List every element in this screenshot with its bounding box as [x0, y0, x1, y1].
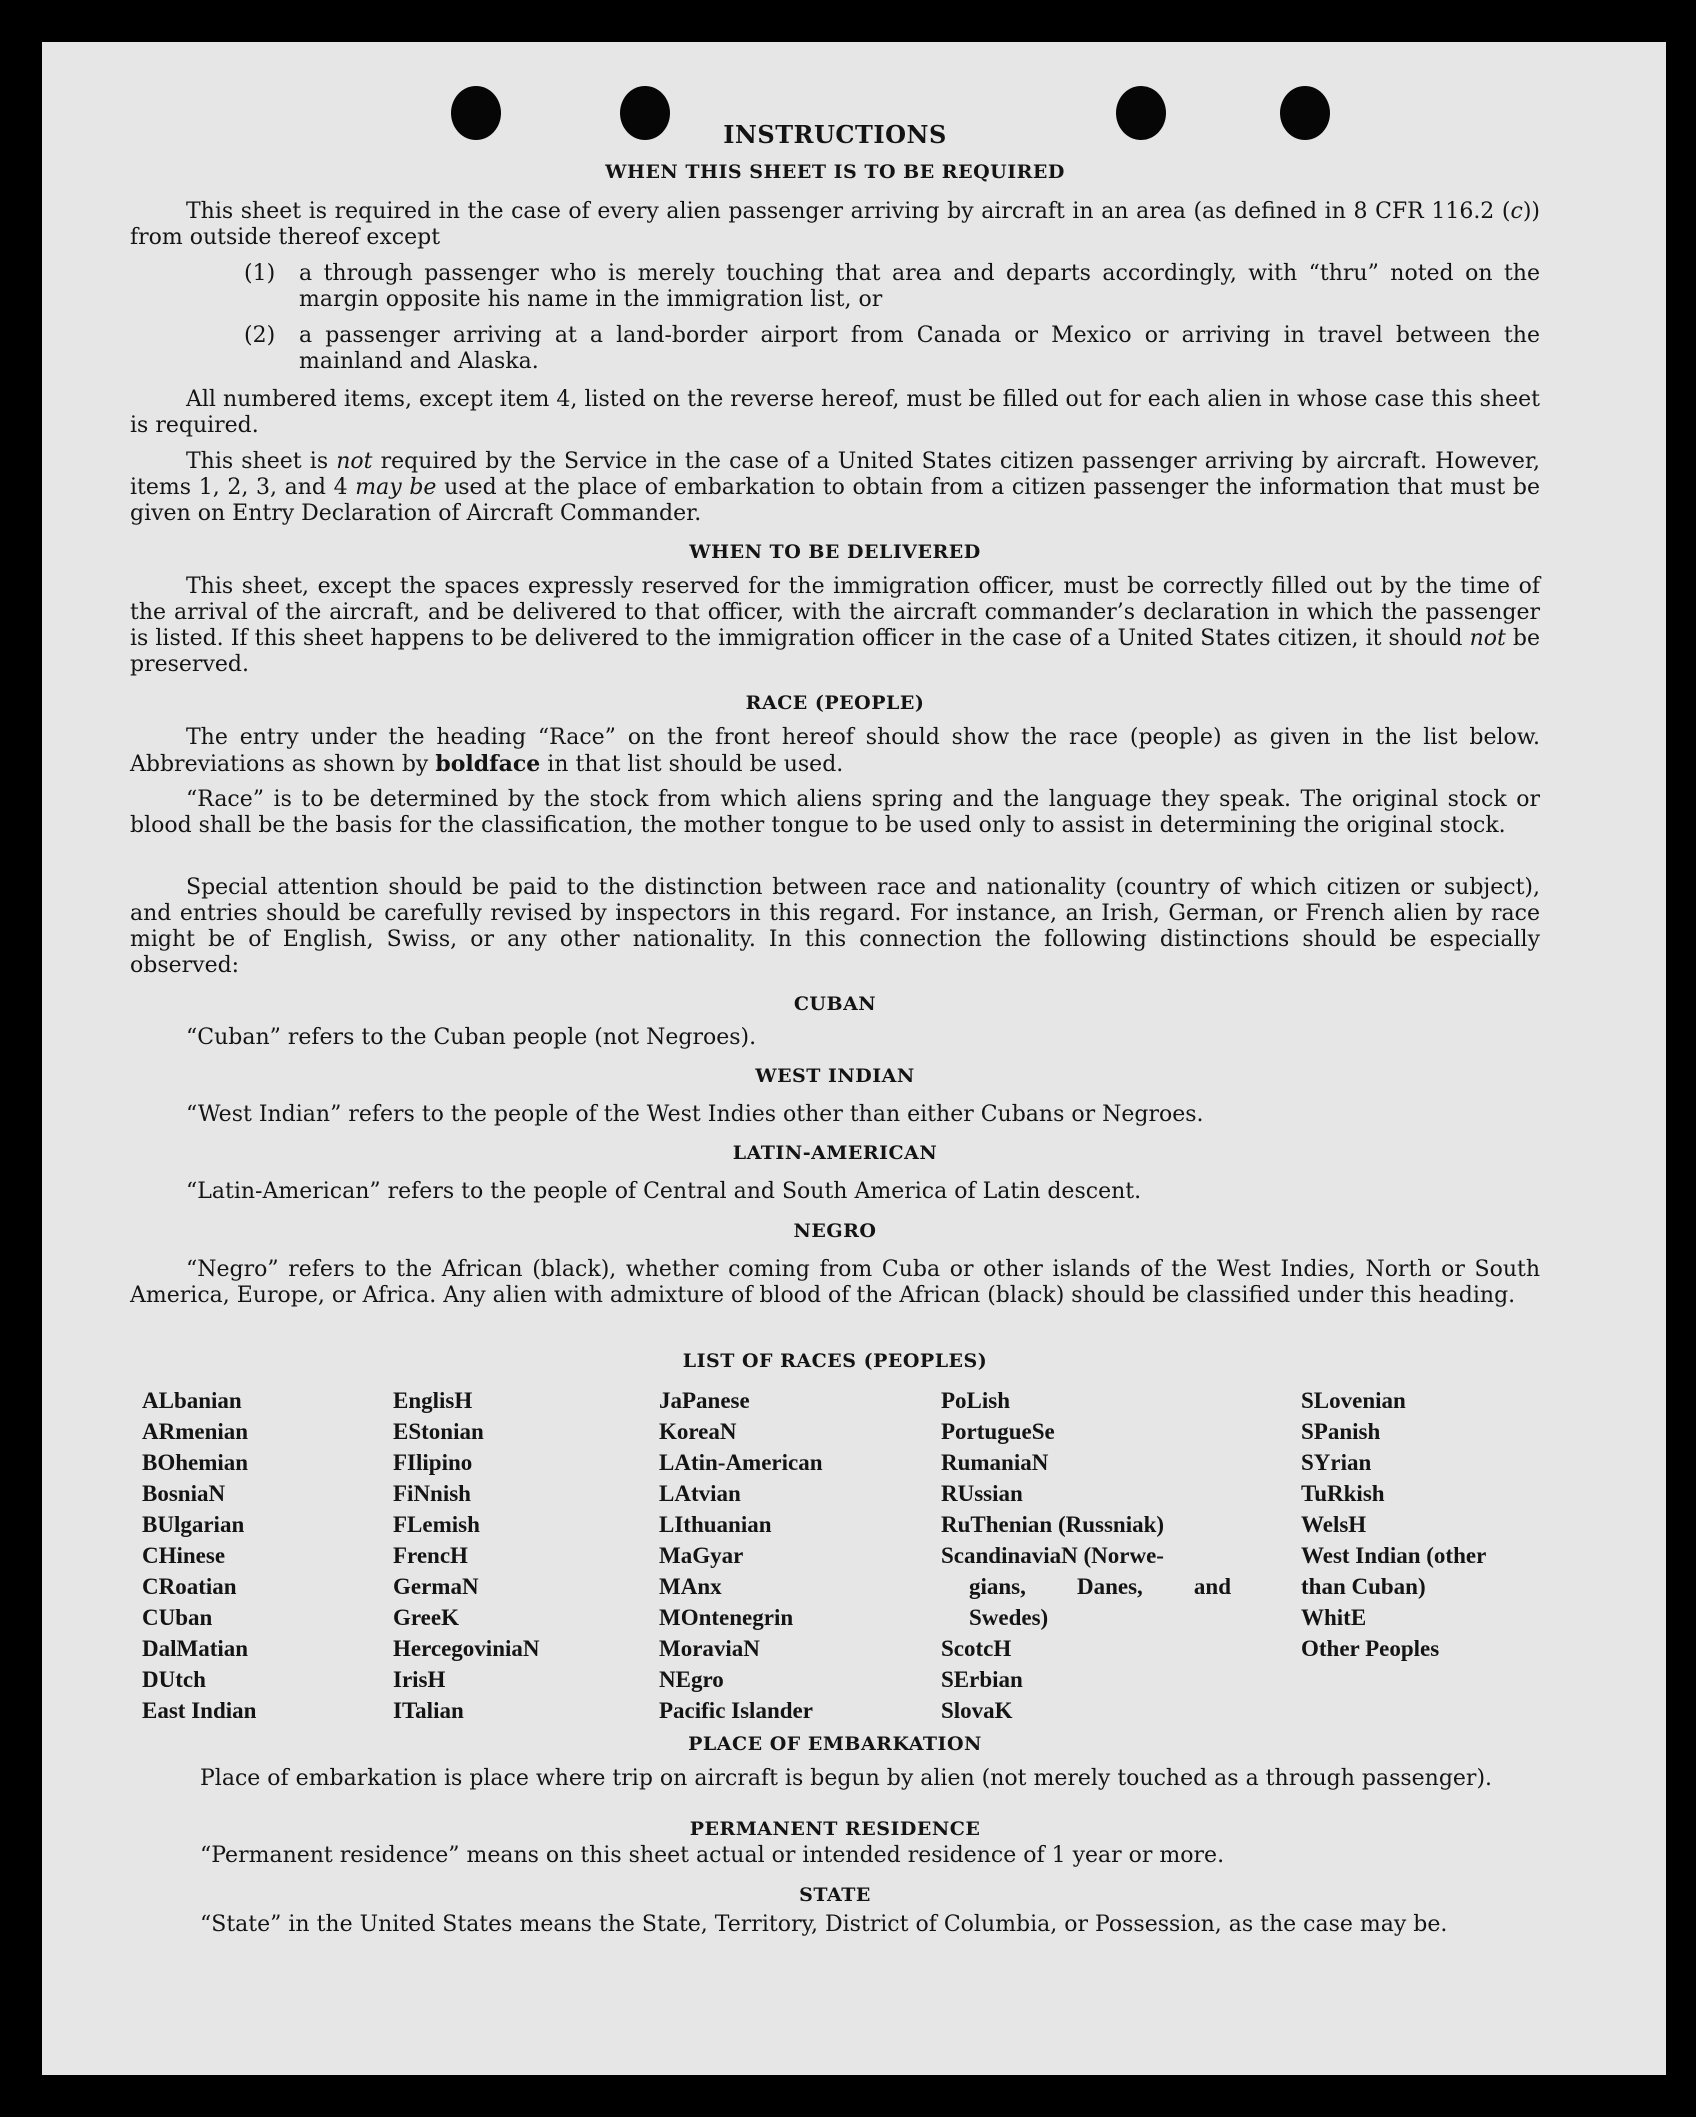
race-item: JaPanese	[659, 1388, 750, 1413]
race-item: than Cuban)	[1301, 1574, 1426, 1599]
race-item: LAtvian	[659, 1481, 741, 1506]
heading-state: STATE	[799, 1884, 871, 1906]
paragraph-citizen: This sheet is not required by the Service in the case of a United States citizen passenger arriving by aircraft. However, items 1, 2, 3, and 4 may be used at the place of embarkation to obtain from a citizen passenger the information that must be given on Entry Declaration of Aircraft Commander.	[130, 449, 1540, 526]
race-item-line: Swedes)	[969, 1605, 1049, 1630]
race-item: TuRkish	[1301, 1481, 1385, 1506]
race-item: MOntenegrin	[659, 1605, 794, 1630]
race-item: ScotcH	[941, 1636, 1012, 1661]
race-item: Other Peoples	[1301, 1636, 1440, 1661]
race-item-line: ScandinaviaN (Norwe-	[941, 1543, 1164, 1568]
race-item: MaGyar	[659, 1543, 744, 1568]
race-item: WelsH	[1301, 1512, 1367, 1537]
race-item: FrencH	[393, 1543, 468, 1568]
race-item: PortugueSe	[941, 1419, 1055, 1444]
race-item: Pacific Islander	[659, 1698, 813, 1723]
race-column-4	[941, 1385, 1231, 1726]
paragraph-race-entry: The entry under the heading “Race” on the front hereof should show the race (people) as given in the list below. Abbreviations as shown by boldface in that list should be used.	[130, 725, 1540, 777]
race-item: ARmenian	[142, 1419, 249, 1444]
race-item: GermaN	[393, 1574, 479, 1599]
race-column-2	[393, 1385, 540, 1726]
paragraph-negro: “Negro” refers to the African (black), whether coming from Cuba or other islands of the West Indies, North or South America, Europe, or Africa. Any alien with admixture of blood of the African (black) should be classified under this heading.	[130, 1257, 1540, 1308]
paragraph-numbered-items: All numbered items, except item 4, listed on the reverse hereof, must be filled out for each alien in whose case this sheet is required.	[130, 387, 1540, 438]
race-item: SYrian	[1301, 1450, 1372, 1475]
race-item: LIthuanian	[659, 1512, 772, 1537]
paragraph-embarkation: Place of embarkation is place where trip on aircraft is begun by alien (not merely touched as a through passenger).	[200, 1766, 1493, 1791]
paragraph-race-definition: “Race” is to be determined by the stock from which aliens spring and the language they speak. The original stock or blood shall be the basis for the classification, the mother tongue to be used only to assist in determining the original stock.	[130, 787, 1540, 838]
paragraph-residence: “Permanent residence” means on this sheet actual or intended residence of 1 year or more.	[200, 1843, 1225, 1868]
heading-list-of-races: LIST OF RACES (PEOPLES)	[682, 1350, 988, 1372]
race-item: HercegoviniaN	[393, 1636, 540, 1661]
race-item: ITalian	[393, 1698, 464, 1723]
race-item-line: gians, Danes, and	[969, 1574, 1231, 1599]
paragraph-state: “State” in the United States means the State, Territory, District of Columbia, or Possession, as the case may be.	[200, 1912, 1448, 1937]
race-item: PoLish	[941, 1388, 1011, 1413]
paragraph-cuban: “Cuban” refers to the Cuban people (not Negroes).	[186, 1025, 757, 1050]
paragraph-west-indian: “West Indian” refers to the people of the West Indies other than either Cubans or Negroes.	[186, 1102, 1204, 1127]
race-item: BosniaN	[142, 1481, 226, 1506]
race-item: GreeK	[393, 1605, 459, 1630]
race-item: East Indian	[142, 1698, 257, 1723]
heading-cuban: CUBAN	[793, 993, 877, 1015]
heading-when-required: WHEN THIS SHEET IS TO BE REQUIRED	[605, 161, 1065, 183]
race-item: ALbanian	[142, 1388, 242, 1413]
race-item: West Indian (other	[1301, 1543, 1487, 1568]
race-item: IrisH	[393, 1667, 446, 1692]
race-item: RumaniaN	[941, 1450, 1049, 1475]
race-item: EStonian	[393, 1419, 484, 1444]
race-item: SPanish	[1301, 1419, 1381, 1444]
race-item: SLovenian	[1301, 1388, 1406, 1413]
race-item: DalMatian	[142, 1636, 249, 1661]
paragraph-latin-american: “Latin-American” refers to the people of Central and South America of Latin descent.	[186, 1179, 1142, 1204]
heading-place-of-embarkation: PLACE OF EMBARKATION	[688, 1733, 982, 1755]
race-column-1	[142, 1385, 256, 1726]
race-item: LAtin-American	[659, 1450, 823, 1475]
heading-negro: NEGRO	[793, 1220, 877, 1242]
race-column-3	[659, 1385, 823, 1726]
race-item: DUtch	[142, 1667, 206, 1692]
race-item-scandinavian	[941, 1540, 1231, 1633]
race-item: RuThenian (Russniak)	[941, 1512, 1165, 1537]
race-item: BUlgarian	[142, 1512, 245, 1537]
race-item: SErbian	[941, 1667, 1023, 1692]
race-item: SlovaK	[941, 1698, 1013, 1723]
paragraph-delivered: This sheet, except the spaces expressly reserved for the immigration officer, must be correctly filled out by the time of the arrival of the aircraft, and be delivered to that officer, with the aircraft commander’s declaration in which the passenger is listed. If this sheet happens to be delivered to the immigration officer in the case of a United States citizen, it should not be preserved.	[130, 574, 1540, 677]
race-item: CUban	[142, 1605, 213, 1630]
race-item: MAnx	[659, 1574, 722, 1599]
page-title: INSTRUCTIONS	[723, 120, 947, 149]
heading-west-indian: WEST INDIAN	[755, 1065, 915, 1087]
heading-race: RACE (PEOPLE)	[745, 692, 925, 714]
heading-permanent-residence: PERMANENT RESIDENCE	[689, 1818, 981, 1840]
race-item: FLemish	[393, 1512, 480, 1537]
race-item: KoreaN	[659, 1419, 737, 1444]
heading-latin-american: LATIN-AMERICAN	[732, 1142, 938, 1164]
race-column-5	[1301, 1385, 1486, 1664]
race-item: NEgro	[659, 1667, 724, 1692]
race-item: MoraviaN	[659, 1636, 760, 1661]
race-item: CHinese	[142, 1543, 226, 1568]
paragraph-distinction: Special attention should be paid to the distinction between race and nationality (country of which citizen or subject), and entries should be carefully revised by inspectors in this regard. For instance, an Irish, German, or French alien by race might be of English, Swiss, or any other nationality. In this connection the following distinctions should be especially observed:	[130, 875, 1540, 978]
exception-item: (1) a through passenger who is merely touching that area and departs accordingly, with “thru” noted on the margin opposite his name in the immigration list, or	[244, 261, 1540, 312]
race-item: FIlipino	[393, 1450, 473, 1475]
race-item: FiNnish	[393, 1481, 471, 1506]
heading-when-delivered: WHEN TO BE DELIVERED	[689, 541, 981, 563]
race-item: RUssian	[941, 1481, 1023, 1506]
paragraph-required: This sheet is required in the case of every alien passenger arriving by aircraft in an area (as defined in 8 CFR 116.2 (c)) from outside thereof except	[130, 199, 1540, 250]
race-item: WhitE	[1301, 1605, 1367, 1630]
race-item: EnglisH	[393, 1388, 473, 1413]
race-item: CRoatian	[142, 1574, 237, 1599]
exception-item: (2) a passenger arriving at a land-border airport from Canada or Mexico or arriving in travel between the mainland and Alaska.	[244, 323, 1540, 374]
race-item: BOhemian	[142, 1450, 249, 1475]
